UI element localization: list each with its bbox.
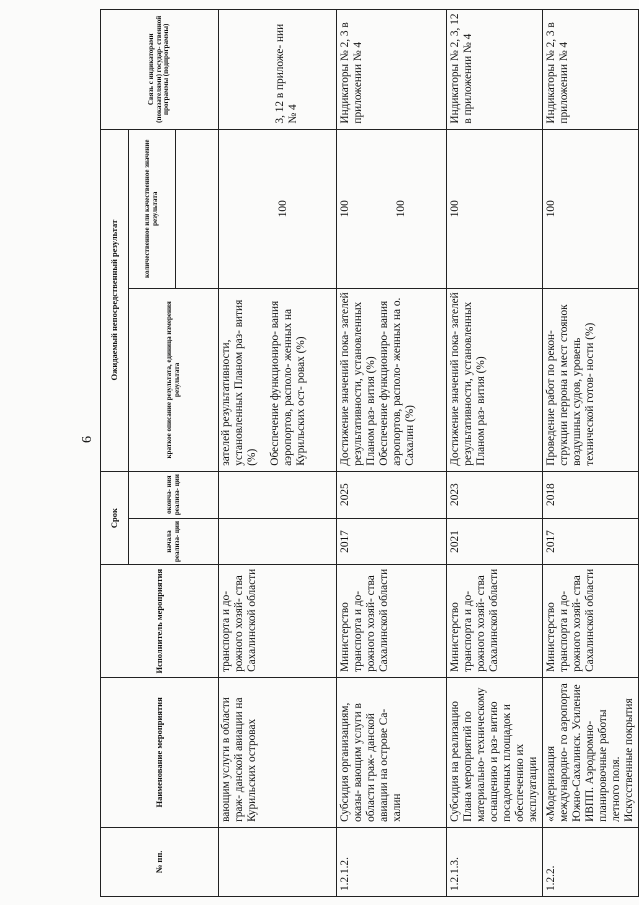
cell-result: Достижение значений пока- зателей результативности, установленных Планом раз- вития (%): [447, 288, 543, 471]
header-name: Наименование мероприятия: [101, 677, 219, 827]
table-row: [219, 10, 337, 897]
cell-end: 2023: [447, 471, 543, 518]
header-expected: Ожидаемый непосредственный результат: [101, 129, 129, 471]
header-value-filler: [176, 129, 219, 288]
measures-table: [100, 9, 639, 897]
cell-num: 1.2.1.2.: [337, 827, 447, 896]
cell-end: 2018: [542, 471, 638, 518]
cell-start: 2017: [337, 518, 447, 565]
cell-executor: Министерство транспорта и до- рожного хозяй- ства Сахалинской области: [447, 565, 543, 677]
cell-start: 2017: [542, 518, 638, 565]
header-value: количественное или качественное значение результата: [129, 129, 176, 288]
table-row: [542, 10, 638, 897]
cell-name: Субсидия на реализацию Плана мероприятий по материально- техническому оснащению и раз- витию посадочных площадок и обеспечению их эксплуатации: [447, 677, 543, 827]
cell-executor: Министерство транспорта и до- рожного хозяй- ства Сахалинской области: [542, 565, 638, 677]
header-brief: краткое описание результата, единица измерения результата: [129, 288, 219, 471]
value-line-1: [221, 132, 277, 286]
cell-name: вающим услуги в области граж- данской авиации на Курильских островах: [219, 677, 337, 827]
table-row: [337, 10, 447, 897]
header-term-start: начала реализа- ции: [129, 518, 219, 565]
cell-result: Проведение работ по рекон- струкции перрона и мест стоянок воздушных судов, уровень технической готов- ности (%): [542, 288, 638, 471]
result-line-1: зателей результативности, установленных Планом раз- вития (%): [220, 299, 258, 466]
cell-value: 100: [542, 129, 638, 288]
cell-start: 2021: [447, 518, 543, 565]
link-text: 3, 12 в приложе- нии № 4: [274, 23, 299, 124]
cell-end: 2025: [337, 471, 447, 518]
cell-executor: транспорта и до- рожного хозяй- ства Сахалинской области: [219, 565, 337, 677]
cell-name: «Модернизация международно- го аэропорта Южно-Сахалинск. Усиление ИВПП. Аэродромно- планировочные работы летного поля. Искусственные покрытия: [542, 677, 638, 827]
cell-link: Индикаторы № 2, 3 в приложении № 4: [542, 10, 638, 130]
cell-end: [219, 471, 337, 518]
cell-result: [337, 288, 447, 471]
value-line-2: 100: [277, 200, 289, 218]
value-line-1: 100: [339, 200, 351, 218]
table-header: [101, 10, 219, 897]
cell-num: 1.2.2.: [542, 827, 638, 896]
cell-name: Субсидия организациям, оказы- вающим услуги в области граж- данской авиации на острове Са- халин: [337, 677, 447, 827]
cell-executor: Министерство транспорта и до- рожного хозяй- ства Сахалинской области: [337, 565, 447, 677]
header-link: Связь с индикаторами (показателями) государ- ственной программы (подпрограммы): [101, 10, 219, 130]
table-row: [447, 10, 543, 897]
result-line-2: Обеспечение функциониро- вания аэропортов, располо- женных на Курильских ост- ровах (%): [268, 300, 307, 466]
header-term-end: оконча- ния реализа- ции: [129, 471, 219, 518]
cell-link: Индикаторы № 2, 3 в приложении № 4: [337, 10, 447, 130]
cell-num: [219, 827, 337, 896]
cell-value: [337, 129, 447, 288]
cell-start: [219, 518, 337, 565]
cell-value: [219, 129, 337, 288]
cell-result: [219, 288, 337, 471]
result-line-1: Достижение значений пока- зателей результативности, установленных Планом раз- вития (%): [339, 292, 377, 466]
value-line-2: 100: [395, 200, 407, 218]
cell-link: Индикаторы № 2, 3, 12 в приложении № 4: [447, 10, 543, 130]
result-line-2: Обеспечение функциониро- вания аэропортов, располо- женных на о. Сахалин (%): [377, 297, 416, 466]
header-term: Срок: [101, 471, 129, 565]
header-executor: Исполнитель мероприятия: [101, 565, 219, 677]
cell-link: [219, 10, 337, 130]
cell-value: 100: [447, 129, 543, 288]
header-num: № пп.: [101, 827, 219, 896]
cell-num: 1.2.1.3.: [447, 827, 543, 896]
page-number: 6: [80, 436, 95, 443]
